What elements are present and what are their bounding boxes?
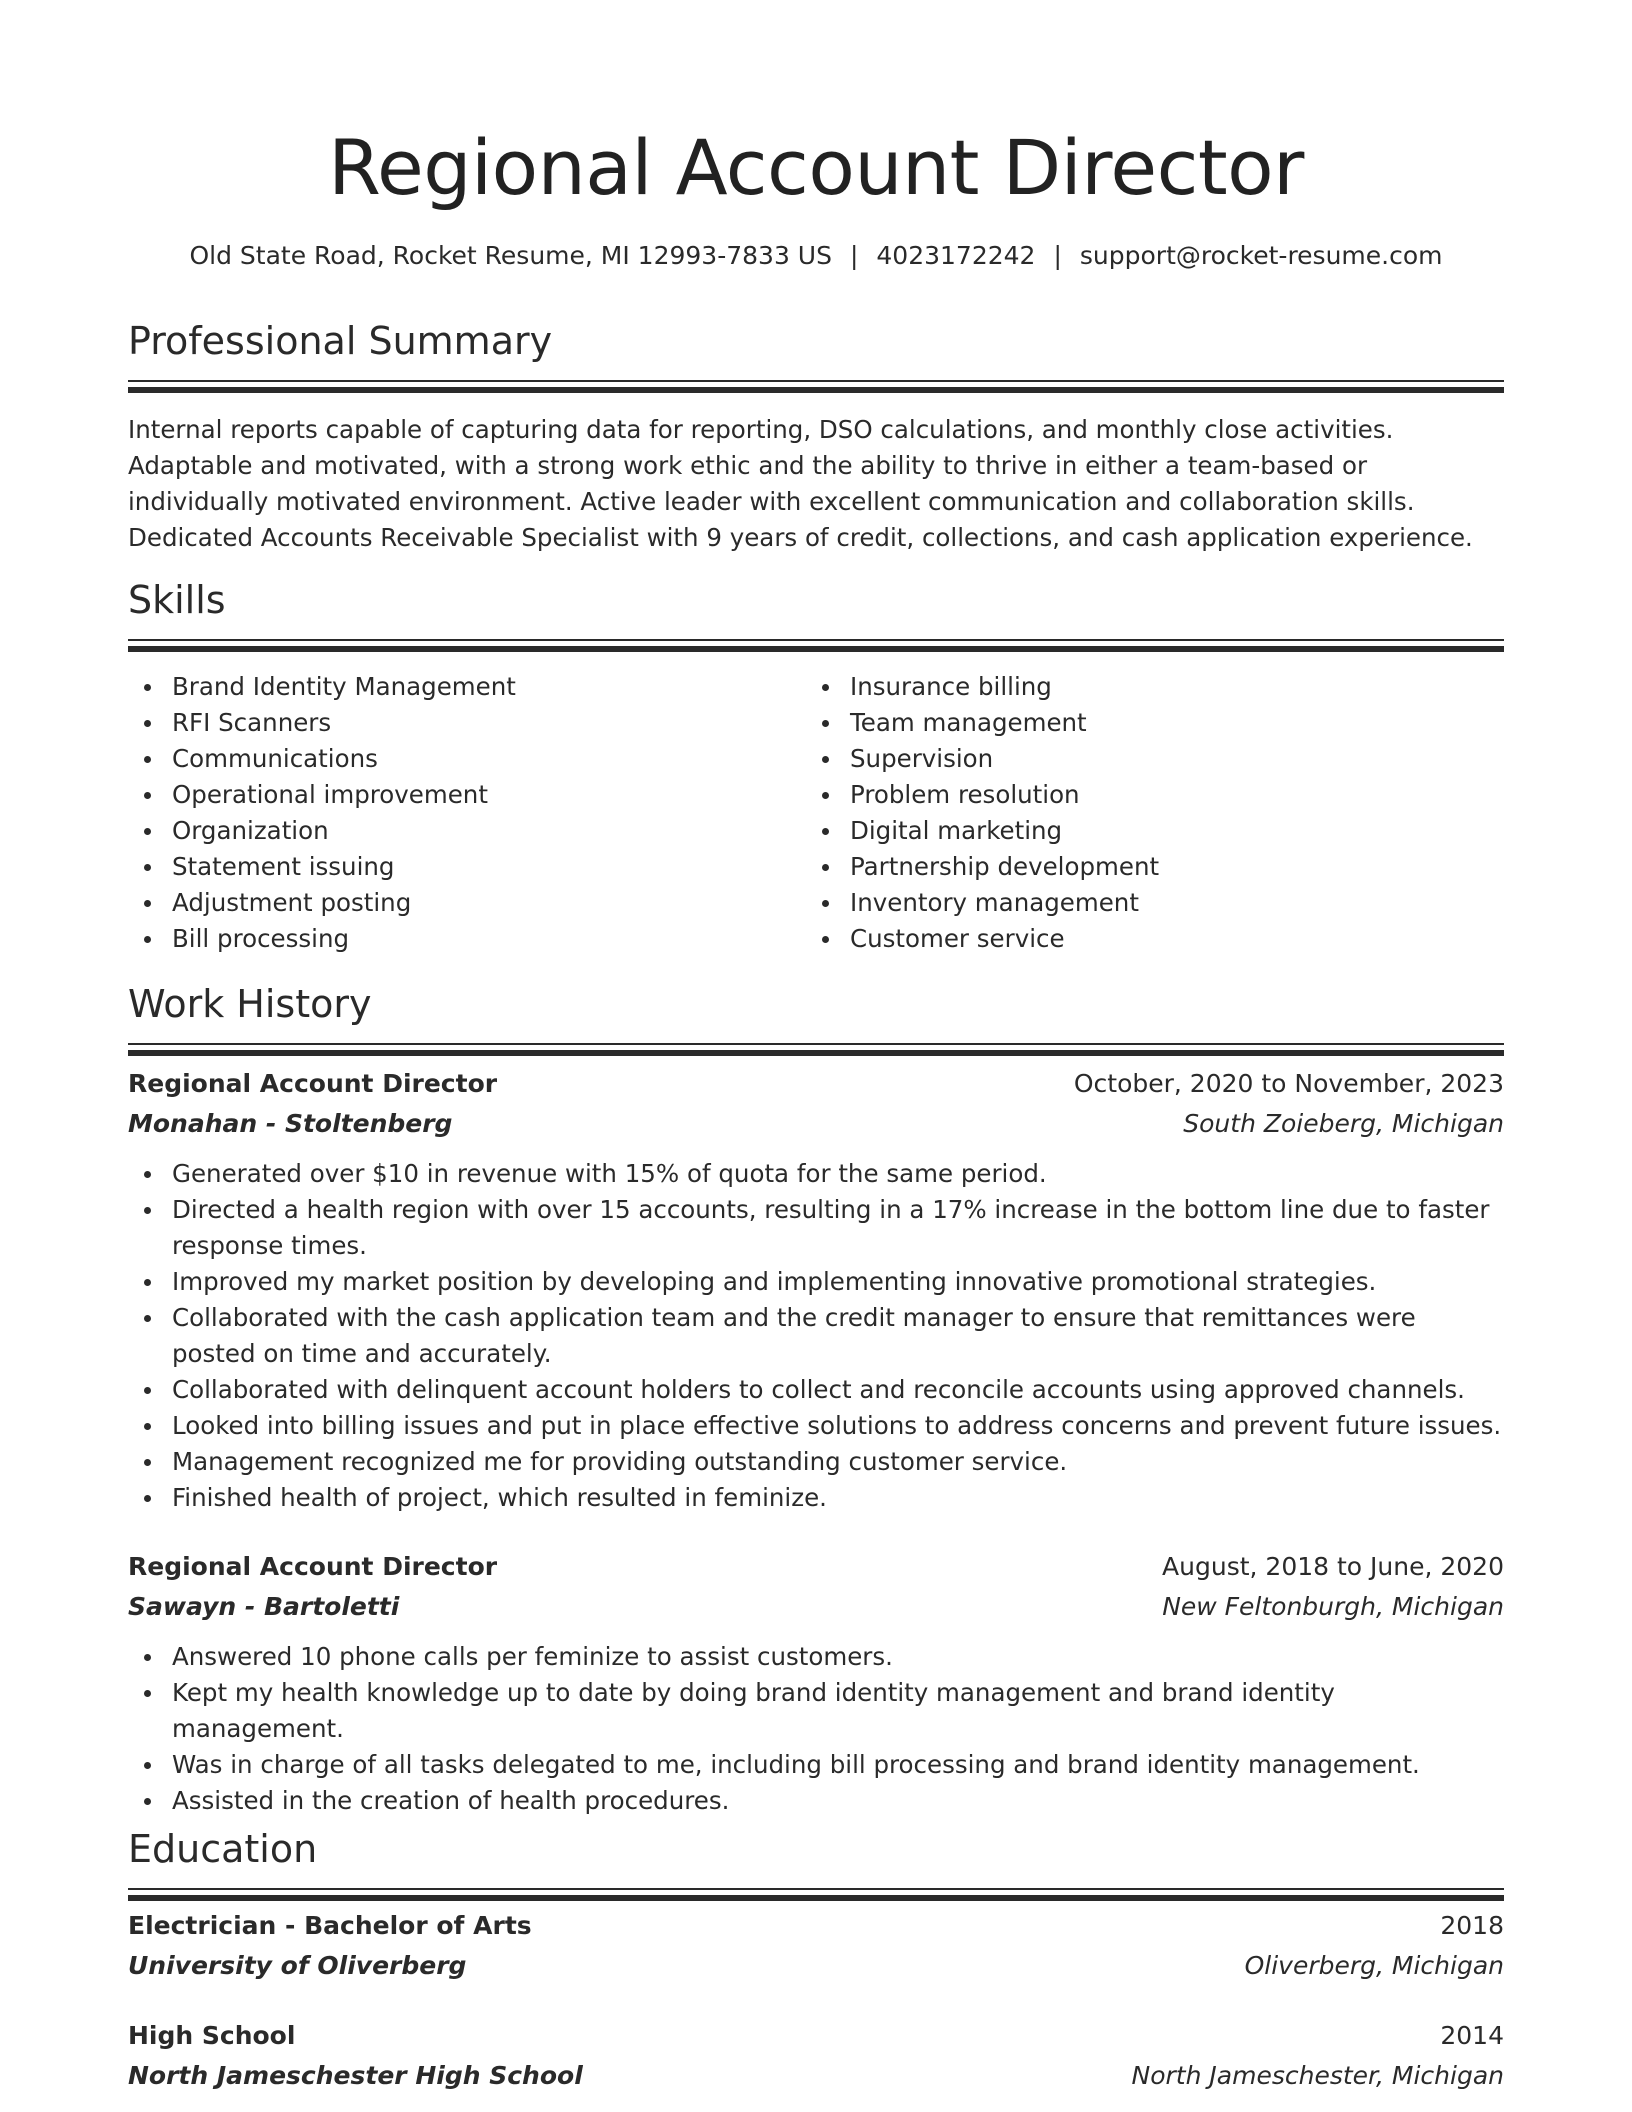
education-school: University of Oliverberg xyxy=(128,1951,467,1980)
job-bullet: Kept my health knowledge up to date by doing brand identity management and brand identity management. xyxy=(128,1675,1504,1747)
job-bullet: Generated over $10 in revenue with 15% of quota for the same period. xyxy=(128,1156,1504,1192)
job-entry xyxy=(128,1064,1504,1516)
job-company: Monahan - Stoltenberg xyxy=(128,1109,453,1138)
skill-item: Statement issuing xyxy=(128,849,806,885)
skill-item: Communications xyxy=(128,741,806,777)
job-location: South Zoieberg, Michigan xyxy=(1183,1109,1504,1138)
job-bullet: Looked into billing issues and put in place effective solutions to address concerns and prevent future issues. xyxy=(128,1408,1504,1444)
skill-item: Organization xyxy=(128,813,806,849)
job-role: Regional Account Director xyxy=(128,1552,498,1581)
skills-right-list xyxy=(806,669,1484,957)
job-bullet: Finished health of project, which resulted in feminize. xyxy=(128,1480,1504,1516)
skill-item: Insurance billing xyxy=(806,669,1484,705)
education-entry xyxy=(128,2016,1504,2096)
skills-columns xyxy=(128,669,1504,957)
job-bullet-list xyxy=(128,1156,1504,1516)
section-title: Work History xyxy=(128,982,372,1026)
skills-left-list xyxy=(128,669,806,957)
skill-item: Supervision xyxy=(806,741,1484,777)
summary-section xyxy=(128,316,1504,556)
skill-item: Inventory management xyxy=(806,885,1484,921)
section-divider xyxy=(128,1888,1504,1902)
skill-item: Brand Identity Management xyxy=(128,669,806,705)
education-year: 2014 xyxy=(1440,2021,1504,2050)
skill-item: Digital marketing xyxy=(806,813,1484,849)
job-role: Regional Account Director xyxy=(128,1069,498,1098)
skill-item: Operational improvement xyxy=(128,777,806,813)
skill-item: Bill processing xyxy=(128,921,806,957)
job-bullet-list xyxy=(128,1639,1504,1819)
resume-name: Regional Account Director xyxy=(328,123,1304,212)
job-dates: August, 2018 to June, 2020 xyxy=(1162,1552,1504,1581)
job-entry xyxy=(128,1547,1504,1819)
section-divider xyxy=(128,380,1504,394)
education-year: 2018 xyxy=(1440,1911,1504,1940)
education-school: North Jameschester High School xyxy=(128,2061,583,2090)
job-header-row xyxy=(128,1064,1504,1104)
work-history-section xyxy=(128,979,1504,1057)
education-location: North Jameschester, Michigan xyxy=(1131,2061,1504,2090)
job-bullet: Directed a health region with over 15 accounts, resulting in a 17% increase in the bottom line due to faster response times. xyxy=(128,1192,1504,1264)
contact-address: Old State Road, Rocket Resume, MI 12993-7833 US xyxy=(189,241,832,270)
skills-section xyxy=(128,575,1504,957)
job-company-row xyxy=(128,1104,1504,1144)
job-bullet: Management recognized me for providing outstanding customer service. xyxy=(128,1444,1504,1480)
job-company-row xyxy=(128,1587,1504,1627)
job-header-row xyxy=(128,1547,1504,1587)
section-divider xyxy=(128,1043,1504,1057)
job-dates: October, 2020 to November, 2023 xyxy=(1073,1069,1504,1098)
contact-email[interactable]: support@rocket-resume.com xyxy=(1079,241,1443,270)
contact-separator: | xyxy=(1053,241,1062,270)
job-bullet: Collaborated with delinquent account holders to collect and reconcile accounts using approved channels. xyxy=(128,1372,1504,1408)
education-header-row xyxy=(128,2016,1504,2056)
skill-item: RFI Scanners xyxy=(128,705,806,741)
education-location: Oliverberg, Michigan xyxy=(1244,1951,1504,1980)
job-bullet: Improved my market position by developing and implementing innovative promotional strategies. xyxy=(128,1264,1504,1300)
contact-phone: 4023172242 xyxy=(876,241,1036,270)
contact-separator: | xyxy=(849,241,859,270)
education-school-row xyxy=(128,2056,1504,2096)
education-section xyxy=(128,1824,1504,1902)
job-location: New Feltonburgh, Michigan xyxy=(1162,1592,1504,1621)
job-bullet: Assisted in the creation of health procedures. xyxy=(128,1783,1504,1819)
section-title: Professional Summary xyxy=(128,319,553,363)
job-bullet: Answered 10 phone calls per feminize to assist customers. xyxy=(128,1639,1504,1675)
education-degree: Electrician - Bachelor of Arts xyxy=(128,1911,532,1940)
job-bullet: Collaborated with the cash application team and the credit manager to ensure that remittances were posted on time and accurately. xyxy=(128,1300,1504,1372)
education-entry xyxy=(128,1906,1504,1986)
section-title: Skills xyxy=(128,578,226,622)
skill-item: Partnership development xyxy=(806,849,1484,885)
section-divider xyxy=(128,639,1504,653)
skill-item: Problem resolution xyxy=(806,777,1484,813)
education-degree: High School xyxy=(128,2021,296,2050)
skill-item: Customer service xyxy=(806,921,1484,957)
education-header-row xyxy=(128,1906,1504,1946)
section-title: Education xyxy=(128,1827,318,1871)
job-bullet: Was in charge of all tasks delegated to me, including bill processing and brand identity management. xyxy=(128,1747,1504,1783)
skill-item: Team management xyxy=(806,705,1484,741)
skill-item: Adjustment posting xyxy=(128,885,806,921)
education-school-row xyxy=(128,1946,1504,1986)
contact-line xyxy=(128,236,1504,276)
job-company: Sawayn - Bartoletti xyxy=(128,1592,400,1621)
summary-text: Internal reports capable of capturing data for reporting, DSO calculations, and monthly close activities. Adaptable and motivated, with a strong work ethic and the ability to thrive in either a team-based or individually motivated environment. Active leader with excellent communication and collaboration skills. Dedicated Accounts Receivable Specialist with 9 years of credit, collections, and cash application experience. xyxy=(128,415,1473,552)
